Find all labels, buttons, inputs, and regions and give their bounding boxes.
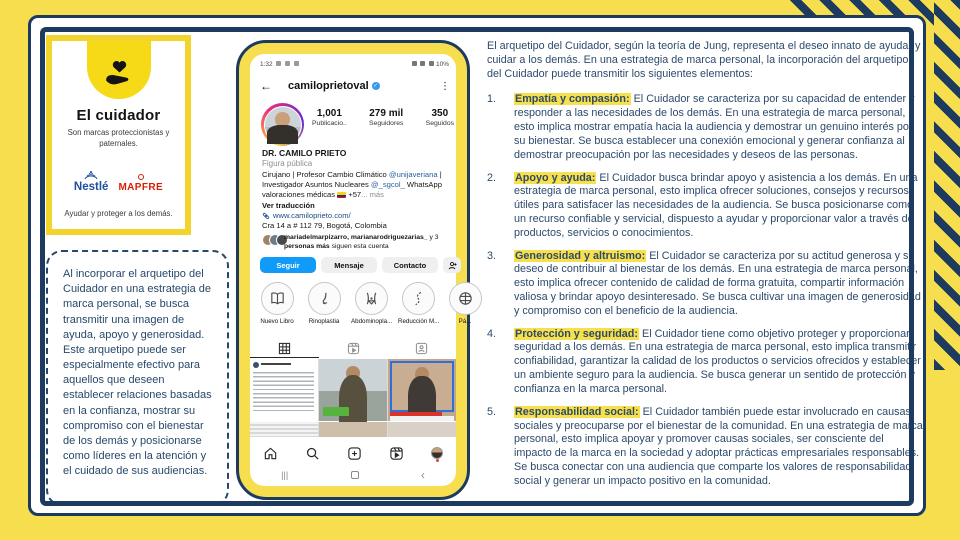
followed-by-text[interactable] (284, 233, 446, 251)
body-text (487, 40, 923, 498)
brand-logos (52, 163, 185, 193)
item-title: Apoyo y ayuda: (515, 171, 596, 184)
android-back-button[interactable]: ‹ (420, 468, 425, 482)
more-options-icon[interactable]: ⋮ (440, 80, 450, 92)
posts-grid (250, 359, 456, 421)
mention-link[interactable]: @unijaveriana (388, 170, 438, 179)
book-icon (269, 290, 286, 307)
notification-icon (294, 61, 299, 66)
abdomen-icon (363, 290, 380, 307)
highlight-reduccion[interactable] (398, 282, 438, 325)
partial-post[interactable] (319, 422, 387, 437)
status-left (260, 61, 299, 68)
profile-avatar[interactable] (261, 103, 304, 146)
website-link[interactable]: www.camiloprieto.com/ (273, 211, 351, 220)
white-lower-third (390, 416, 454, 421)
tweet-avatar (253, 362, 259, 368)
create-post-icon[interactable] (347, 446, 362, 461)
search-icon[interactable] (305, 446, 320, 461)
highlight-label: Pá... (458, 318, 472, 325)
stat-label: Seguidores (369, 120, 404, 127)
bio-text: WhatsApp (404, 180, 442, 190)
list-item (487, 93, 923, 162)
tagged-icon (415, 342, 428, 355)
intro-paragraph: El arquetipo del Cuidador, según la teoría de Jung, representa el deseo innato de ayudar y cuidar a los demás. En una estrategia de marca personal, la incorporación del arquetipo del Cuidador puede transmitir los siguientes elementos: (487, 40, 921, 80)
tweet-name-bar (261, 363, 291, 365)
bio-more-link[interactable]: ... más (361, 190, 384, 200)
item-number: 2. (487, 171, 497, 184)
notification-icon (285, 61, 290, 66)
item-body: El Cuidador también puede estar involucrado en causas sociales y preocuparse por el bienestar de la comunidad. En una estrategia de marca personal, esto implica apoyar y promover causas sociales, ser consciente del impacto de la marca en la sociedad y adoptar prácticas empresariales responsables. Se busca conectar con una audiencia que comparte los valores de responsabilidad social y generar un impacto positivo en la comunidad. (514, 405, 923, 487)
bio-line (262, 190, 452, 200)
translate-link[interactable]: Ver traducción (262, 201, 315, 210)
highlight-rinoplastia[interactable] (304, 282, 344, 325)
item-title: Protección y seguridad: (515, 327, 638, 340)
home-icon[interactable] (263, 446, 278, 461)
profile-stats (312, 108, 454, 127)
notification-icon (276, 61, 281, 66)
status-bar (260, 61, 449, 68)
mention-link[interactable]: @_sgcol_ (370, 180, 405, 190)
highlight-label: Rinoplastia (308, 318, 340, 325)
back-arrow-icon[interactable]: ← (260, 79, 272, 93)
item-body: El Cuidador tiene como objetivo proteger y proporcionar seguridad a los demás. En una estrategia de marca personal, esto implica transmitir confiabilidad, garantizar la calidad de los productos o servicios ofrecidos y establecer un ambiente seguro para la audiencia. Se busca generar un sentido de protección y confianza en la marca personal. (514, 327, 921, 395)
item-number: 1. (487, 93, 497, 106)
signal-icon (429, 61, 434, 66)
profile-category: Figura pública (262, 159, 313, 168)
bio-text: +57 (346, 190, 362, 200)
card-subtitle: Son marcas proteccionistas y paternales. (67, 128, 170, 148)
note-box (46, 250, 229, 506)
android-nav-bar (250, 467, 456, 483)
mapfre-logo (118, 174, 163, 193)
contact-button[interactable]: Contacto (382, 257, 438, 273)
stat-posts[interactable] (312, 108, 347, 127)
tab-grid[interactable] (250, 341, 319, 356)
website-row (262, 211, 351, 220)
followed-names: mariadelmarpizarro, marianarodriguezarias_ (284, 234, 428, 241)
follow-button[interactable]: Seguir (260, 257, 316, 273)
list-item (487, 406, 923, 489)
highlight-label: Reducción M... (398, 318, 440, 325)
bio-text: Cirujano | Profesor Cambio Climático (262, 170, 389, 179)
caregiver-card (46, 35, 191, 235)
highlight-pag[interactable] (445, 282, 485, 325)
item-body: El Cuidador se caracteriza por su capacidad de entender y responder a las necesidades de los demás. En una estrategia de marca personal, esto implica mostrar empatía hacia la audiencia y demostrar un genuino interés por su bienestar. Se busca establecer una conexión emocional y generar confianza al demostrar preocupación por las necesidades y deseos de las personas. (514, 93, 915, 161)
tweet-text-lines (253, 372, 314, 411)
mapfre-wordmark: MAPFRE (118, 182, 164, 194)
person-add-icon (448, 261, 457, 270)
followed-names: personas más (284, 243, 330, 251)
stat-followers[interactable] (369, 108, 403, 127)
recents-button[interactable]: ||| (281, 470, 289, 480)
nose-icon (316, 290, 333, 307)
followed-rest: siguen esta cuenta (329, 243, 389, 251)
nestle-nest-icon (82, 170, 100, 180)
followed-rest: y 3 (427, 234, 439, 241)
green-caption-chip (323, 407, 349, 416)
post-tweet-screenshot[interactable] (250, 359, 318, 421)
bio-text: valoraciones médicas (262, 190, 336, 200)
item-body: El Cuidador se caracteriza por su actitud generosa y su deseo de contribuir al bienestar de los demás. En una estrategia de marca personal, esto implica ofrecer contenido de calidad de forma gratuita, compartir información valiosa y brindar apoyo desinteresado. Se busca cultivar una imagen de generosidad y compromiso con el beneficio de la audiencia. (514, 249, 921, 317)
link-icon (262, 212, 270, 220)
verified-badge-icon: ✓ (373, 83, 378, 89)
diagonal-stripes-right (934, 0, 960, 370)
nestle-wordmark: Nestlé (73, 181, 109, 194)
username: camiloprietoval (288, 80, 369, 92)
posts-grid-partial-row (250, 422, 456, 437)
status-right (410, 61, 449, 68)
highlight-label: Abdominopla... (351, 318, 393, 325)
bio-text: Investigador Asuntos Nucleares (262, 180, 371, 190)
post-outdoor-interview[interactable] (319, 359, 387, 421)
reels-nav-icon[interactable] (389, 446, 404, 461)
item-number: 4. (487, 327, 497, 340)
battery-percent: 10% (435, 61, 449, 68)
colombia-flag-icon (337, 192, 346, 198)
profile-bio (262, 170, 452, 200)
item-title: Generosidad y altruismo: (515, 249, 646, 262)
stat-value: 279 mil (369, 108, 404, 119)
item-body: El Cuidador busca brindar apoyo y asistencia a los demás. En una estrategia de marca personal, esto implica ofrecer soluciones, consejos y recursos útiles para satisfacer las necesidades de la audiencia. Se busca posicionarse como un recurso confiable y servicial, dispuesto a ayudar y proporcionar valor a través de productos, servicios o conocimientos. (514, 171, 918, 239)
body-curve-icon (410, 290, 427, 307)
list-item (487, 172, 923, 241)
stat-following[interactable] (426, 108, 454, 127)
grid-icon (278, 342, 291, 355)
tab-tagged[interactable] (387, 341, 456, 356)
profile-nav-avatar[interactable] (431, 447, 443, 459)
home-button[interactable] (351, 471, 359, 479)
card-arch (87, 41, 151, 99)
item-number: 3. (487, 249, 497, 262)
nestle-logo (74, 170, 109, 193)
highlight-new-book[interactable] (257, 282, 297, 325)
partial-post[interactable] (250, 422, 318, 437)
card-footer: Ayudar y proteger a los demás. (64, 209, 173, 219)
highlight-abdominoplastia[interactable] (351, 282, 391, 325)
profile-name: DR. CAMILO PRIETO (262, 148, 347, 158)
stat-label: Seguidos (425, 120, 454, 127)
tab-reels[interactable] (319, 341, 388, 356)
volume-icon (412, 61, 417, 66)
note-text: Al incorporar el arquetipo del Cuidador en una estrategia de marca personal, se busca transmitir una imagen de ayuda, apoyo y generosidad. Este arquetipo puede ser especialmente efectivo para aquellos que deseen establecer relaciones basadas en la confianza, mostrar su compromiso con el bienestar de los demás y posicionarse como líderes en la atención y el cuidado de sus audiencias. (63, 268, 212, 478)
active-tab-underline (250, 357, 319, 358)
person-silhouette (339, 375, 368, 425)
card-title: El cuidador (76, 107, 161, 124)
profile-header (260, 79, 450, 93)
list-item (487, 250, 923, 319)
post-tv-interview[interactable] (388, 359, 456, 421)
globe-icon (457, 290, 474, 307)
hand-heart-icon (103, 57, 135, 89)
highlight-label: Nuevo Libro (260, 318, 294, 325)
item-title: Responsabilidad social: (515, 405, 639, 418)
stat-value: 350 (431, 108, 449, 119)
avatar-photo (264, 106, 302, 144)
bottom-nav (250, 443, 456, 463)
phone-screen (250, 54, 472, 486)
bio-line (262, 180, 452, 190)
mapfre-mark-icon (138, 174, 144, 180)
wifi-icon (420, 61, 425, 66)
story-highlights (257, 282, 485, 325)
bio-text: | (437, 170, 442, 179)
clock: 1:32 (260, 61, 273, 68)
stat-label: Publicacio.. (312, 120, 347, 127)
suggest-users-button[interactable] (443, 257, 461, 273)
bio-line (262, 170, 452, 180)
reels-icon (347, 342, 360, 355)
phone-mockup (236, 40, 470, 500)
item-title: Empatía y compasión: (515, 93, 630, 106)
stat-value: 1,001 (316, 108, 342, 119)
item-number: 5. (487, 405, 497, 418)
list-item (487, 328, 923, 397)
partial-post[interactable] (388, 422, 456, 437)
message-button[interactable]: Mensaje (321, 257, 377, 273)
profile-tabs (250, 341, 456, 356)
elements-list (487, 93, 923, 488)
address: Cra 14 a # 112 79, Bogotá, Colombia (262, 221, 387, 230)
action-buttons (260, 257, 461, 273)
